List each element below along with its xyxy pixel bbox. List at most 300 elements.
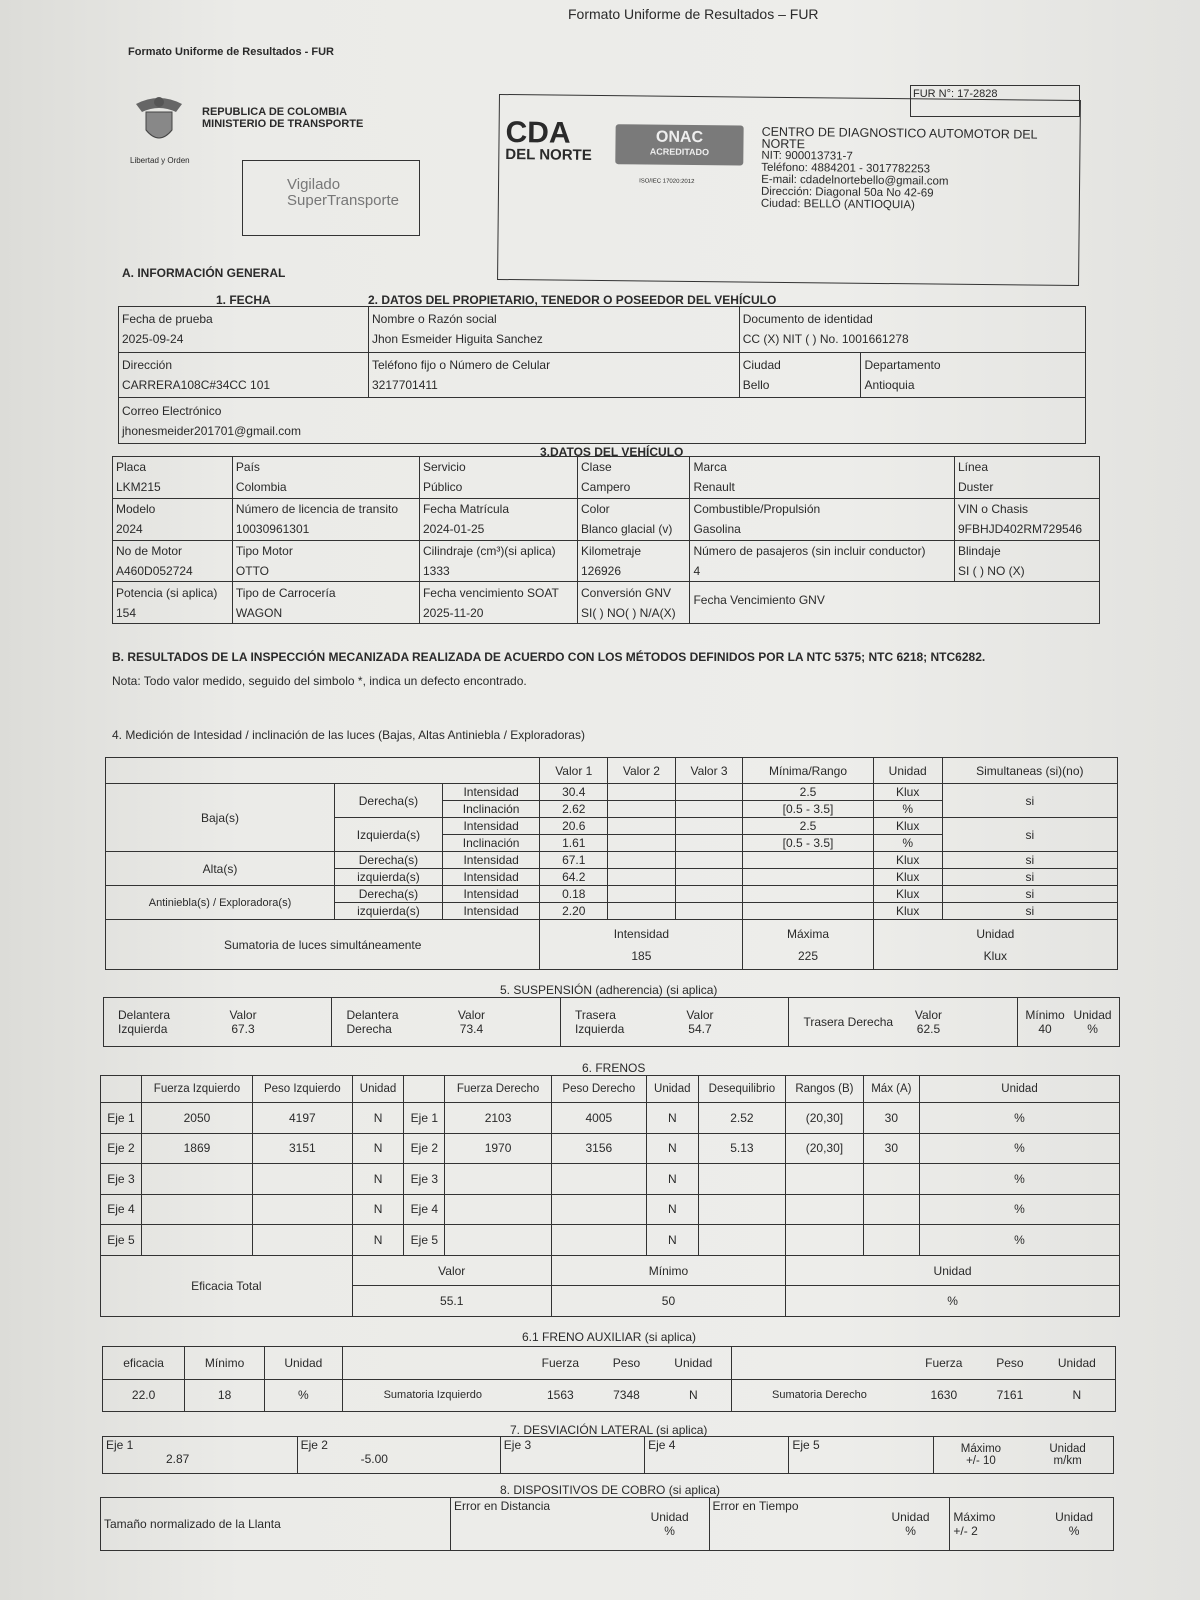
brake-cell [551, 1194, 646, 1225]
simultanea: si [942, 903, 1117, 920]
brake-cell [141, 1164, 252, 1195]
vehicle-table [112, 456, 1100, 624]
measure-type: Inclinación [442, 801, 540, 818]
tiempo-unit: % [905, 1524, 916, 1538]
error-distancia-label: Error en Distancia [451, 1498, 631, 1551]
brake-row [101, 1133, 1120, 1164]
valor: 67.3 [231, 1022, 255, 1036]
wheel-value [893, 1008, 963, 1036]
minima: [0.5 - 3.5] [743, 801, 873, 818]
brake-header: Desequilibrio [698, 1076, 785, 1103]
sum-max-label: Máxima [787, 926, 830, 941]
direccion-value: CARRERA108C#34CC 101 [122, 377, 271, 392]
cda-city: Ciudad: BELLO (ANTIOQUIA) [760, 197, 915, 212]
brake-cell: 5.13 [698, 1133, 785, 1164]
valor3 [675, 852, 743, 869]
field-label: Potencia (si aplica) [116, 585, 218, 600]
wheel-label: Delantera Izquierda [118, 1008, 171, 1036]
cda-box [497, 94, 1081, 286]
field-label: Kilometraje [580, 543, 642, 558]
cobro-max-label: Máximo [953, 1510, 996, 1524]
valor3 [675, 801, 743, 818]
field-label: Fecha vencimiento SOAT [422, 585, 559, 600]
unit-value: m/km [1053, 1455, 1082, 1467]
eje-label: Eje 4 [648, 1438, 676, 1452]
field-value: Renault [693, 480, 735, 495]
cobro-table [100, 1497, 1114, 1551]
field-value: SI ( ) NO (X) [957, 563, 1025, 578]
measure-type: Inclinación [442, 835, 540, 852]
lights-heading: 4. Medición de Intesidad / inclinación de las luces (Bajas, Altas Antiniebla / Exploradoras) [112, 728, 585, 742]
field-value: WAGON [235, 605, 283, 620]
vehicle-field [954, 457, 1099, 499]
cda-phone: Teléfono: 4884201 - 3017782253 [761, 161, 931, 176]
brake-cell: % [920, 1194, 1120, 1225]
gov-line2: MINISTERIO DE TRANSPORTE [202, 118, 364, 130]
minima: 2.5 [743, 784, 873, 801]
eje-label: Eje 1 [106, 1438, 134, 1452]
unidad: % [873, 801, 942, 818]
telefono-value: 3217701411 [372, 377, 438, 392]
eficacia-label: Eficacia Total [101, 1255, 353, 1316]
brake-cell: N [352, 1225, 404, 1256]
brake-header: Rangos (B) [786, 1076, 864, 1103]
field-label: Marca [693, 460, 727, 475]
brake-cell: 2050 [141, 1102, 252, 1133]
field-label: Fecha Matrícula [422, 502, 510, 517]
suspension-item [332, 998, 560, 1047]
departamento-value: Antioquia [864, 377, 915, 392]
brake-cell: N [646, 1164, 698, 1195]
vehicle-field [577, 457, 689, 499]
nombre-value: Jhon Esmeider Higuita Sanchez [372, 332, 543, 347]
field-label: Conversión GNV [580, 585, 672, 600]
sum-izq-fuerza: 1563 [523, 1379, 598, 1412]
brake-cell: N [352, 1133, 404, 1164]
aux-min-label: Mínimo [185, 1347, 265, 1380]
eficacia-valor: 55.1 [352, 1286, 551, 1317]
brake-cell [252, 1225, 352, 1256]
field-value: 10030961301 [235, 522, 310, 537]
field-value: 126926 [580, 563, 622, 578]
measure-type: Intensidad [442, 886, 540, 903]
brake-cell [141, 1225, 252, 1256]
side: Derecha(s) [335, 886, 443, 903]
aux-heading: 6.1 FRENO AUXILIAR (si aplica) [522, 1330, 697, 1344]
valor1: 20.6 [540, 818, 608, 835]
field-label: Tipo Motor [235, 543, 293, 558]
owner-heading: 2. DATOS DEL PROPIETARIO, TENEDOR O POSEEDOR DEL VEHÍCULO [368, 293, 777, 307]
brake-cell: (20,30] [786, 1133, 864, 1164]
suspension-min [1017, 998, 1119, 1047]
brake-cell [551, 1225, 646, 1256]
side: Izquierda(s) [335, 818, 443, 852]
eficacia-unit-label: Unidad [786, 1255, 1120, 1286]
col-valor3: Valor 3 [675, 758, 743, 784]
unidad: Klux [873, 886, 942, 903]
dist-unit: % [664, 1524, 675, 1538]
unidad: Klux [873, 903, 942, 920]
brake-cell [445, 1225, 552, 1256]
field-label: Número de pasajeros (sin incluir conductor) [693, 543, 926, 558]
minima [743, 869, 873, 886]
onac-logo: ONAC ACREDITADO [615, 124, 743, 165]
valor3 [675, 835, 743, 852]
field-value: 1333 [422, 563, 450, 578]
valor-label: Valor [914, 1008, 943, 1022]
field-value: Campero [580, 480, 631, 495]
field-value: 2024-01-25 [422, 522, 485, 537]
llanta-label: Tamaño normalizado de la Llanta [101, 1498, 451, 1551]
valor1: 1.61 [540, 835, 608, 852]
vehicle-field [113, 498, 233, 540]
valor2 [608, 903, 676, 920]
vehicle-field [577, 582, 689, 624]
field-value: Duster [957, 480, 994, 495]
simultanea: si [942, 784, 1117, 818]
brake-cell: N [646, 1194, 698, 1225]
valor3 [675, 869, 743, 886]
valor2 [608, 869, 676, 886]
unit-value: % [1087, 1022, 1098, 1036]
light-row [106, 852, 1118, 869]
aux-fuerza-label: Fuerza [523, 1347, 598, 1380]
brake-cell [252, 1194, 352, 1225]
brakes-heading: 6. FRENOS [582, 1061, 646, 1075]
eje-label: Eje 3 [503, 1438, 532, 1452]
aux-unit-label-3: Unidad [1039, 1347, 1116, 1380]
brake-cell: N [646, 1225, 698, 1256]
aux-peso-label: Peso [598, 1347, 655, 1380]
wheel-value [436, 1008, 506, 1036]
brake-cell: Eje 3 [101, 1164, 142, 1195]
supertransporte-text: SuperTransporte [287, 192, 400, 209]
valor-label: Valor [229, 1008, 257, 1022]
vehicle-field [232, 582, 419, 624]
eje-value: 2.87 [166, 1452, 190, 1466]
suspension-item [560, 998, 788, 1047]
field-label: Placa [116, 460, 147, 475]
col-simultaneas: Simultaneas (si)(no) [942, 758, 1117, 784]
eficacia-unit: % [786, 1286, 1120, 1317]
field-value: 9FBHJD402RM729546 [957, 522, 1083, 537]
brake-cell: Eje 1 [404, 1102, 445, 1133]
field-value: Público [422, 480, 463, 495]
sum-unit-value: Klux [983, 948, 1007, 963]
vehicle-field [113, 457, 233, 499]
aux-unit: % [265, 1379, 343, 1412]
coat-of-arms-icon [128, 92, 190, 152]
field-label: Blindaje [957, 543, 1001, 558]
vigilado-logo [242, 160, 420, 236]
suspension-item [104, 998, 332, 1047]
vehicle-field [419, 457, 577, 499]
valor1: 30.4 [540, 784, 608, 801]
lateral-eje [500, 1437, 644, 1474]
eficacia-min: 50 [551, 1286, 785, 1317]
field-label: Clase [580, 460, 612, 475]
documento-label: Documento de identidad [742, 312, 873, 327]
unit-label: Unidad [1073, 1008, 1112, 1022]
brake-cell [786, 1225, 864, 1256]
field-value: LKM215 [116, 480, 161, 495]
field-value: 2025-11-20 [422, 605, 484, 620]
brake-cell [698, 1194, 785, 1225]
brake-cell: Eje 2 [404, 1133, 445, 1164]
measure-type: Intensidad [442, 869, 540, 886]
col-unidad: Unidad [873, 758, 942, 784]
simultanea: si [942, 886, 1117, 903]
field-label: Tipo de Carrocería [235, 585, 336, 600]
field-value: Colombia [235, 480, 287, 495]
brake-cell [445, 1194, 552, 1225]
valor2 [608, 818, 676, 835]
top-title: Formato Uniforme de Resultados – FUR [568, 6, 819, 22]
minima [743, 852, 873, 869]
unidad: % [873, 835, 942, 852]
brake-cell: 30 [863, 1102, 919, 1133]
brake-cell: Eje 1 [101, 1102, 142, 1133]
sum-label: Sumatoria de luces simultáneamente [106, 920, 540, 970]
owner-table [118, 306, 1086, 444]
field-value: OTTO [235, 563, 270, 578]
brake-cell: 2.52 [698, 1102, 785, 1133]
minima [743, 903, 873, 920]
field-label: VIN o Chasis [957, 502, 1028, 517]
brake-cell: % [920, 1133, 1120, 1164]
vehicle-field [113, 540, 233, 582]
gov-line1: REPUBLICA DE COLOMBIA [202, 106, 348, 118]
eje-label: Eje 5 [792, 1438, 820, 1452]
suspension-item [789, 998, 1017, 1047]
col-valor2: Valor 2 [608, 758, 676, 784]
brake-cell: 1970 [445, 1133, 552, 1164]
vehicle-field [232, 457, 419, 499]
measure-type: Intensidad [442, 903, 540, 920]
brake-cell [863, 1194, 919, 1225]
fur-number: FUR N°: 17-2828 [910, 85, 1080, 117]
aux-unit-label-2: Unidad [655, 1347, 732, 1380]
brake-cell [698, 1164, 785, 1195]
brake-header: Unidad [352, 1076, 404, 1103]
valor2 [608, 801, 676, 818]
vehicle-field [232, 540, 419, 582]
direccion-label: Dirección [122, 357, 173, 372]
brake-cell: N [352, 1164, 404, 1195]
eficacia-min-label: Mínimo [551, 1255, 785, 1286]
brake-cell: 2103 [445, 1102, 552, 1133]
vehicle-field [954, 498, 1099, 540]
unit-label: Unidad [1049, 1443, 1086, 1455]
cda-logo-sub: DEL NORTE [505, 146, 592, 164]
sum-der-label: Sumatoria Derecho [732, 1379, 907, 1412]
aux-fuerza-label-2: Fuerza [906, 1347, 981, 1380]
lateral-table [102, 1436, 1114, 1474]
brake-cell: Eje 5 [404, 1225, 445, 1256]
lateral-eje [789, 1437, 933, 1474]
unidad: Klux [873, 852, 942, 869]
lights-table [105, 757, 1118, 969]
section-b-title: B. RESULTADOS DE LA INSPECCIÓN MECANIZADA REALIZADA DE ACUERDO CON LOS MÉTODOS DEFINIDOS POR LA NTC 5375; NTC 6218; NTC6282. [112, 650, 986, 664]
field-value: 4 [693, 563, 701, 578]
unidad: Klux [873, 869, 942, 886]
sum-izq-label: Sumatoria Izquierdo [342, 1379, 523, 1412]
brake-header: Peso Derecho [551, 1076, 646, 1103]
brake-row [101, 1225, 1120, 1256]
field-label: Combustible/Propulsión [693, 502, 821, 517]
cda-logo: CDA DEL NORTE [505, 116, 592, 164]
brake-cell: Eje 3 [404, 1164, 445, 1195]
max-label: Máximo [960, 1443, 1002, 1455]
cda-address: Dirección: Diagonal 50a No 42-69 [760, 185, 934, 200]
group-antiniebla: Antiniebla(s) / Exploradora(s) [106, 886, 335, 920]
measure-type: Intensidad [442, 818, 540, 835]
wheel-label: Trasera Derecha [803, 1015, 894, 1029]
unidad: Klux [873, 784, 942, 801]
valor2 [608, 835, 676, 852]
valor1: 64.2 [540, 869, 608, 886]
brake-row [101, 1194, 1120, 1225]
side: izquierda(s) [335, 903, 443, 920]
brake-cell [141, 1194, 252, 1225]
group-alta: Alta(s) [106, 852, 335, 886]
motto: Libertad y Orden [130, 156, 190, 165]
brake-cell: Eje 4 [101, 1194, 142, 1225]
lateral-heading: 7. DESVIACIÓN LATERAL (si aplica) [510, 1423, 708, 1437]
field-value: 154 [116, 605, 137, 620]
field-value: Gasolina [693, 522, 741, 537]
error-tiempo-label: Error en Tiempo [709, 1498, 872, 1551]
vehicle-field [232, 498, 419, 540]
suspension-heading: 5. SUSPENSIÓN (adherencia) (si aplica) [500, 983, 718, 997]
brake-header: Unidad [646, 1076, 698, 1103]
eje-label: Eje 2 [300, 1438, 328, 1452]
vehicle-field [954, 540, 1099, 582]
brake-cell [551, 1164, 646, 1195]
brake-cell: Eje 4 [404, 1194, 445, 1225]
brake-cell: N [646, 1133, 698, 1164]
brake-cell [445, 1164, 552, 1195]
max-value: +/- 10 [966, 1455, 996, 1467]
brake-cell: N [646, 1102, 698, 1133]
field-label: Fecha Vencimiento GNV [693, 592, 825, 607]
valor1: 0.18 [540, 886, 608, 903]
valor1: 67.1 [540, 852, 608, 869]
valor3 [675, 886, 743, 903]
valor-label: Valor [457, 1008, 486, 1022]
brake-cell: 1869 [141, 1133, 252, 1164]
brake-cell [863, 1225, 919, 1256]
simultanea: si [942, 818, 1117, 852]
suspension-table [103, 997, 1120, 1047]
brake-header: Fuerza Derecho [445, 1076, 552, 1103]
brake-cell [863, 1164, 919, 1195]
brake-cell: % [920, 1102, 1120, 1133]
brake-cell [698, 1225, 785, 1256]
field-value: SI( ) NO( ) N/A(X) [580, 605, 676, 620]
valor1: 2.62 [540, 801, 608, 818]
field-label: País [235, 460, 260, 475]
lateral-max [933, 1437, 1113, 1474]
brake-cell [786, 1164, 864, 1195]
brake-cell [786, 1194, 864, 1225]
gov-name [202, 106, 363, 130]
field-label: Modelo [116, 502, 156, 517]
field-value: Blanco glacial (v) [580, 522, 673, 537]
fecha-value: 2025-09-24 [122, 332, 184, 347]
fecha-label: Fecha de prueba [122, 312, 213, 327]
vehicle-field [113, 582, 233, 624]
col-valor1: Valor 1 [540, 758, 608, 784]
lateral-eje [645, 1437, 789, 1474]
dist-unit-label: Unidad [650, 1510, 689, 1524]
field-label: Servicio [422, 460, 466, 475]
lateral-eje [103, 1437, 298, 1474]
sum-unit-label: Unidad [976, 926, 1015, 941]
sum-max-value: 225 [798, 948, 819, 963]
brake-cell: 4005 [551, 1102, 646, 1133]
vehicle-field [690, 457, 955, 499]
field-label: Línea [957, 460, 988, 475]
blank [101, 1076, 142, 1103]
simultanea: si [942, 852, 1117, 869]
measure-type: Intensidad [442, 784, 540, 801]
brake-cell: 30 [863, 1133, 919, 1164]
side: Derecha(s) [335, 784, 443, 818]
simultanea: si [942, 869, 1117, 886]
field-label: Cilindraje (cm³)(si aplica) [422, 543, 556, 558]
cobro-unit-label: Unidad [1055, 1510, 1094, 1524]
aux-eficacia-label: eficacia [103, 1347, 185, 1380]
brake-cell: % [920, 1225, 1120, 1256]
sum-izq-unit: N [655, 1379, 732, 1412]
brakes-table [100, 1075, 1120, 1317]
header-title: Formato Uniforme de Resultados - FUR [128, 46, 334, 58]
sum-der-unit: N [1039, 1379, 1116, 1412]
aux-unit-label: Unidad [265, 1347, 343, 1380]
aux-peso-label-2: Peso [981, 1347, 1038, 1380]
cobro-heading: 8. DISPOSITIVOS DE COBRO (si aplica) [500, 1483, 721, 1497]
brake-header: Máx (A) [863, 1076, 919, 1103]
field-label: Color [580, 502, 610, 517]
valor2 [608, 852, 676, 869]
field-value: 2024 [116, 522, 143, 537]
aux-min: 18 [185, 1379, 265, 1412]
cda-info [761, 126, 1080, 213]
wheel-label: Trasera Izquierda [574, 1008, 625, 1036]
vehicle-field [419, 582, 577, 624]
brake-cell [252, 1164, 352, 1195]
brake-cell: N [352, 1194, 404, 1225]
field-label: No de Motor [116, 543, 183, 558]
nombre-label: Nombre o Razón social [372, 312, 497, 327]
correo-value: jhonesmeider201701@gmail.com [122, 423, 301, 438]
sum-der-fuerza: 1630 [906, 1379, 981, 1412]
tiempo-unit-label: Unidad [891, 1510, 930, 1524]
valor: 54.7 [688, 1022, 712, 1036]
cobro-max: +/- 2 [953, 1524, 978, 1538]
brake-cell: (20,30] [786, 1102, 864, 1133]
col-minima: Mínima/Rango [743, 758, 873, 784]
cobro-unit: % [1068, 1524, 1080, 1538]
fecha-heading: 1. FECHA [216, 293, 271, 307]
documento-value: CC (X) NIT ( ) No. 1001661278 [742, 332, 909, 347]
valor3 [675, 903, 743, 920]
vehicle-heading: 3.DATOS DEL VEHÍCULO [540, 445, 684, 459]
blank [404, 1076, 445, 1103]
valor3 [675, 818, 743, 835]
valor2 [608, 784, 676, 801]
